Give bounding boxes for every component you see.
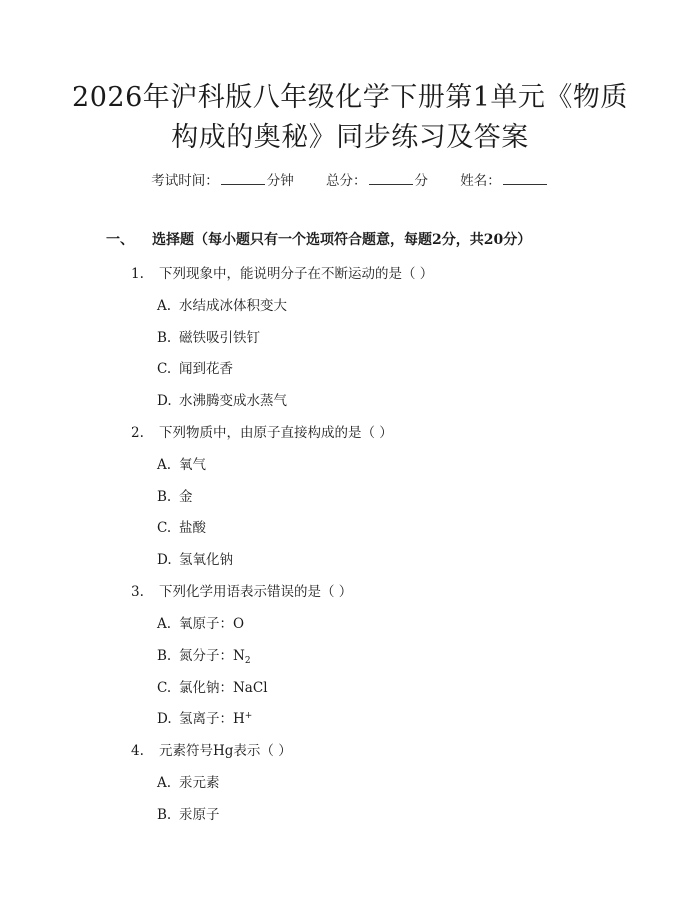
question-text: 下列化学用语表示错误的是（ ）: [159, 584, 353, 600]
question-number: 3.: [131, 584, 144, 600]
question-number: 2.: [131, 425, 144, 441]
exam-time-field: [151, 173, 298, 189]
question-3-option-a: [157, 612, 244, 632]
question-4: [131, 739, 292, 759]
question-3-option-b: [157, 644, 251, 666]
question-1-option-b: [157, 326, 260, 346]
question-1-option-d: [157, 389, 287, 409]
option-letter: A.: [157, 457, 172, 473]
exam-time-unit: 分钟: [266, 173, 294, 189]
option-letter: D.: [157, 393, 172, 409]
option-letter: D.: [157, 711, 172, 727]
option-superscript: +: [244, 711, 253, 721]
question-3-option-d: [157, 707, 252, 727]
option-letter: A.: [157, 775, 172, 791]
option-letter: B.: [157, 648, 172, 664]
question-4-option-a: [157, 771, 220, 791]
option-subscript: 2: [244, 656, 251, 666]
option-text: 氢离子：H: [179, 711, 245, 727]
option-letter: C.: [157, 520, 172, 536]
question-number: 1.: [131, 266, 144, 282]
option-text: 闻到花香: [179, 361, 233, 377]
exam-info-line: [0, 169, 700, 189]
student-name-field: [460, 173, 549, 189]
option-text: 盐酸: [179, 520, 206, 536]
option-text: 水沸腾变成水蒸气: [179, 393, 287, 409]
option-letter: C.: [157, 361, 172, 377]
option-letter: B.: [157, 330, 172, 346]
question-1: [131, 262, 433, 282]
option-letter: D.: [157, 552, 172, 568]
question-number: 4.: [131, 743, 144, 759]
student-name-label: 姓名：: [460, 173, 501, 189]
question-1-option-a: [157, 294, 287, 314]
question-2: [131, 421, 393, 441]
option-letter: A.: [157, 616, 172, 632]
section-number: 一、: [106, 232, 134, 248]
total-score-unit: 分: [414, 173, 428, 189]
student-name-blank: [503, 172, 547, 185]
option-letter: B.: [157, 489, 172, 505]
document-title: 2026年沪科版八年级化学下册第1单元《物质构成的奥秘》同步练习及答案: [72, 82, 628, 153]
total-score-label: 总分：: [326, 173, 367, 189]
question-3: [131, 580, 352, 600]
option-text: 氢氧化钠: [179, 552, 233, 568]
question-text: 下列物质中，由原子直接构成的是（ ）: [159, 425, 393, 441]
option-letter: C.: [157, 680, 172, 696]
exam-time-blank: [221, 172, 265, 185]
section-heading: [106, 229, 531, 249]
total-score-field: [326, 173, 432, 189]
question-text: 下列现象中，能说明分子在不断运动的是（ ）: [159, 266, 434, 282]
question-2-option-c: [157, 516, 206, 536]
total-score-blank: [369, 172, 413, 185]
option-text: 汞原子: [179, 807, 220, 823]
option-letter: A.: [157, 298, 172, 314]
question-2-option-b: [157, 485, 193, 505]
option-text: 氧气: [179, 457, 206, 473]
option-text: 氯化钠：NaCl: [179, 680, 268, 696]
question-2-option-a: [157, 453, 206, 473]
exam-time-label: 考试时间：: [151, 173, 219, 189]
question-3-option-c: [157, 676, 268, 696]
question-2-option-d: [157, 548, 233, 568]
section-title: 选择题（每小题只有一个选项符合题意，每题2分，共20分）: [152, 232, 532, 248]
option-text: 氮分子：N: [179, 648, 245, 664]
option-text: 磁铁吸引铁钉: [179, 330, 260, 346]
option-letter: B.: [157, 807, 172, 823]
question-4-option-b: [157, 803, 220, 823]
option-text: 汞元素: [179, 775, 220, 791]
question-1-option-c: [157, 357, 233, 377]
option-text: 水结成冰体积变大: [179, 298, 287, 314]
option-text: 金: [179, 489, 193, 505]
question-text: 元素符号Hg表示（ ）: [159, 743, 292, 759]
option-text: 氧原子：O: [179, 616, 245, 632]
